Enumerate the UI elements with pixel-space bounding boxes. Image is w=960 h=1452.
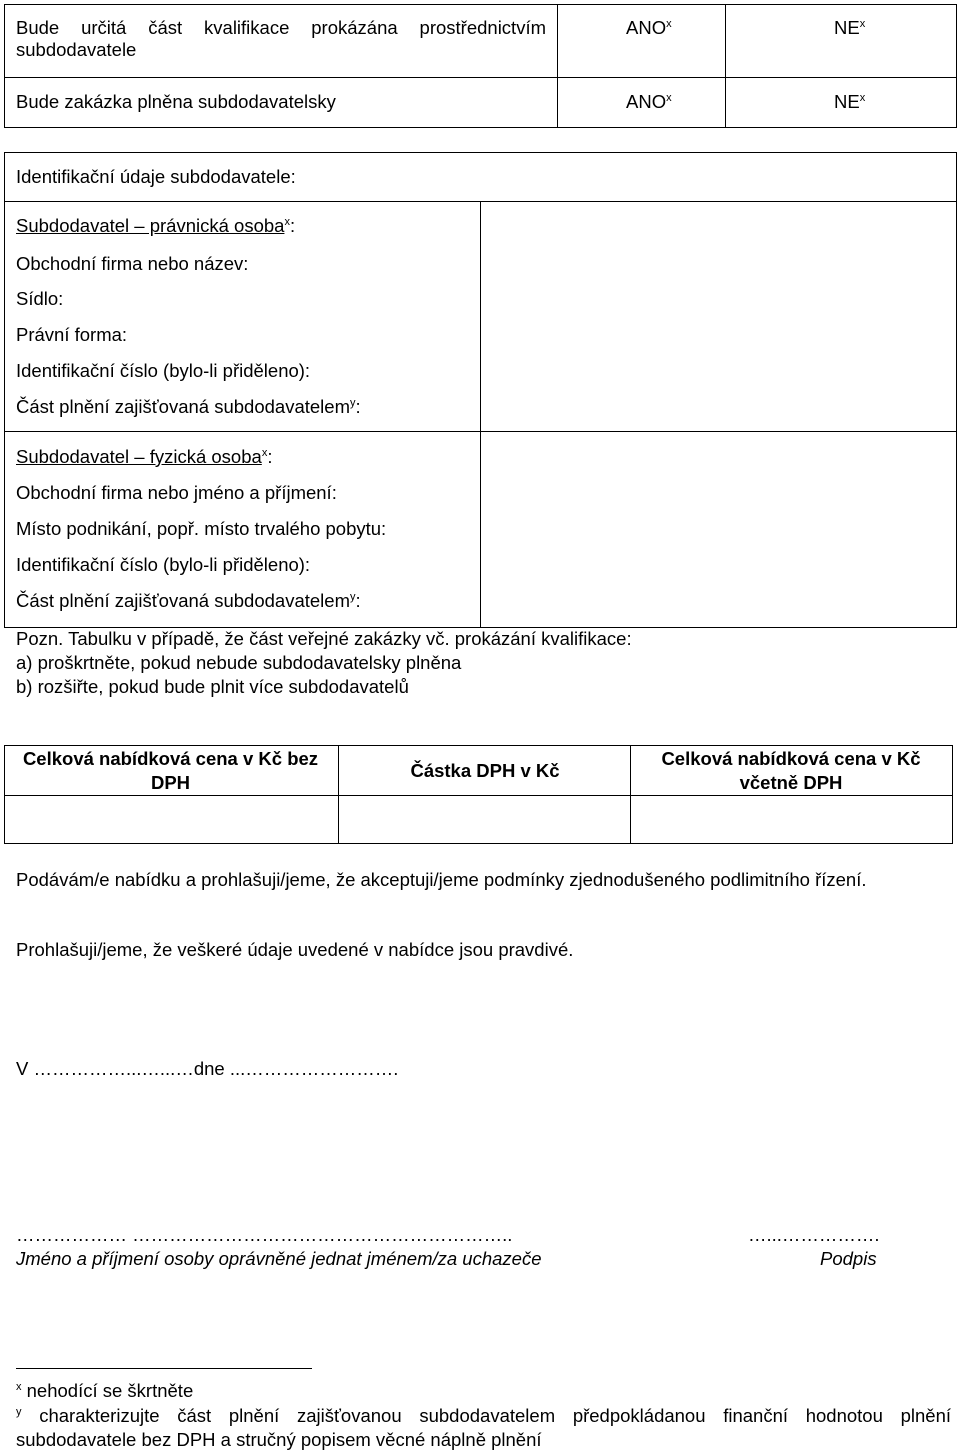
price-value-vat[interactable] <box>340 797 628 842</box>
footnote-separator <box>16 1368 312 1369</box>
legal-person-field: Identifikační číslo (bylo-li přiděleno): <box>16 360 311 381</box>
table-note: a) proškrtněte, pokud nebude subdodavatelsky plněna <box>16 652 462 673</box>
name-label: Jméno a příjmení osoby oprávněné jednat jménem/za uchazeče <box>16 1248 542 1269</box>
natural-person-title: Subdodavatel – fyzická osoba$^x$: <box>16 446 273 467</box>
declaration-truthfulness: Prohlašuji/jeme, že veškeré údaje uvedené v nabídce jsou pravdivé. <box>16 939 574 960</box>
signature-label: Podpis <box>820 1248 877 1269</box>
price-header-with-vat: Celková nabídková cena v Kč včetně DPH <box>661 748 921 793</box>
price-value-with-vat[interactable] <box>632 797 951 842</box>
legal-person-field: Právní forma: <box>16 324 128 345</box>
row2-yes-option: ANO$^x$ <box>626 91 672 112</box>
legal-person-field: Sídlo: <box>16 288 64 309</box>
qualification-question-2: Bude zakázka plněna subdodavatelsky <box>16 91 336 112</box>
legal-person-part: Část plnění zajišťovaná subdodavatelem$^y$: <box>16 396 361 417</box>
declaration-conditions: Podávám/e nabídku a prohlašuji/jeme, že akceptuji/jeme podmínky zjednodušeného podlimitního řízení. <box>16 869 867 890</box>
legal-person-field: Obchodní firma nebo název: <box>16 253 249 274</box>
natural-person-part: Část plnění zajišťovaná subdodavatelem$^y$: <box>16 590 361 611</box>
natural-person-field: Obchodní firma nebo jméno a příjmení: <box>16 482 337 503</box>
legal-person-title: Subdodavatel – právnická osoba$^x$: <box>16 215 296 236</box>
qualification-question-1: Bude určitá část kvalifikace prokázána prostřednictvím subdodavatele <box>16 17 546 60</box>
place-date-line[interactable]: V ……………...…...…dne ...……………………. <box>16 1058 399 1079</box>
footnote-y: $^y$ charakterizujte část plnění zajišťovanou subdodavatelem předpokládanou finanční hodnotou plnění subdodavatele bez DPH a stručný popisem věcné náplně plnění <box>16 1405 952 1450</box>
name-dots[interactable]: ……………… …………………………………………………….. <box>16 1224 513 1245</box>
signature-dots[interactable]: …...……………. <box>748 1224 880 1245</box>
subcontractor-heading: Identifikační údaje subdodavatele: <box>16 166 296 187</box>
natural-person-field: Místo podnikání, popř. místo trvalého pobytu: <box>16 518 387 539</box>
price-value-without-vat[interactable] <box>6 797 336 842</box>
natural-person-field: Identifikační číslo (bylo-li přiděleno): <box>16 554 311 575</box>
row2-no-option: $NE^x$ <box>834 91 866 112</box>
price-header-vat: Částka DPH v Kč <box>410 760 560 781</box>
table-note: b) rozšiřte, pokud bude plnit více subdodavatelů <box>16 676 409 697</box>
table-note: Pozn. Tabulku v případě, že část veřejné zakázky vč. prokázání kvalifikace: <box>16 628 632 649</box>
footnote-x: $^x$ nehodící se škrtněte <box>16 1380 194 1401</box>
row1-no-option: $NE^x$ <box>834 17 866 38</box>
row1-yes-option: ANO$^x$ <box>626 17 672 38</box>
price-header-without-vat: Celková nabídková cena v Kč bez DPH <box>22 748 319 793</box>
